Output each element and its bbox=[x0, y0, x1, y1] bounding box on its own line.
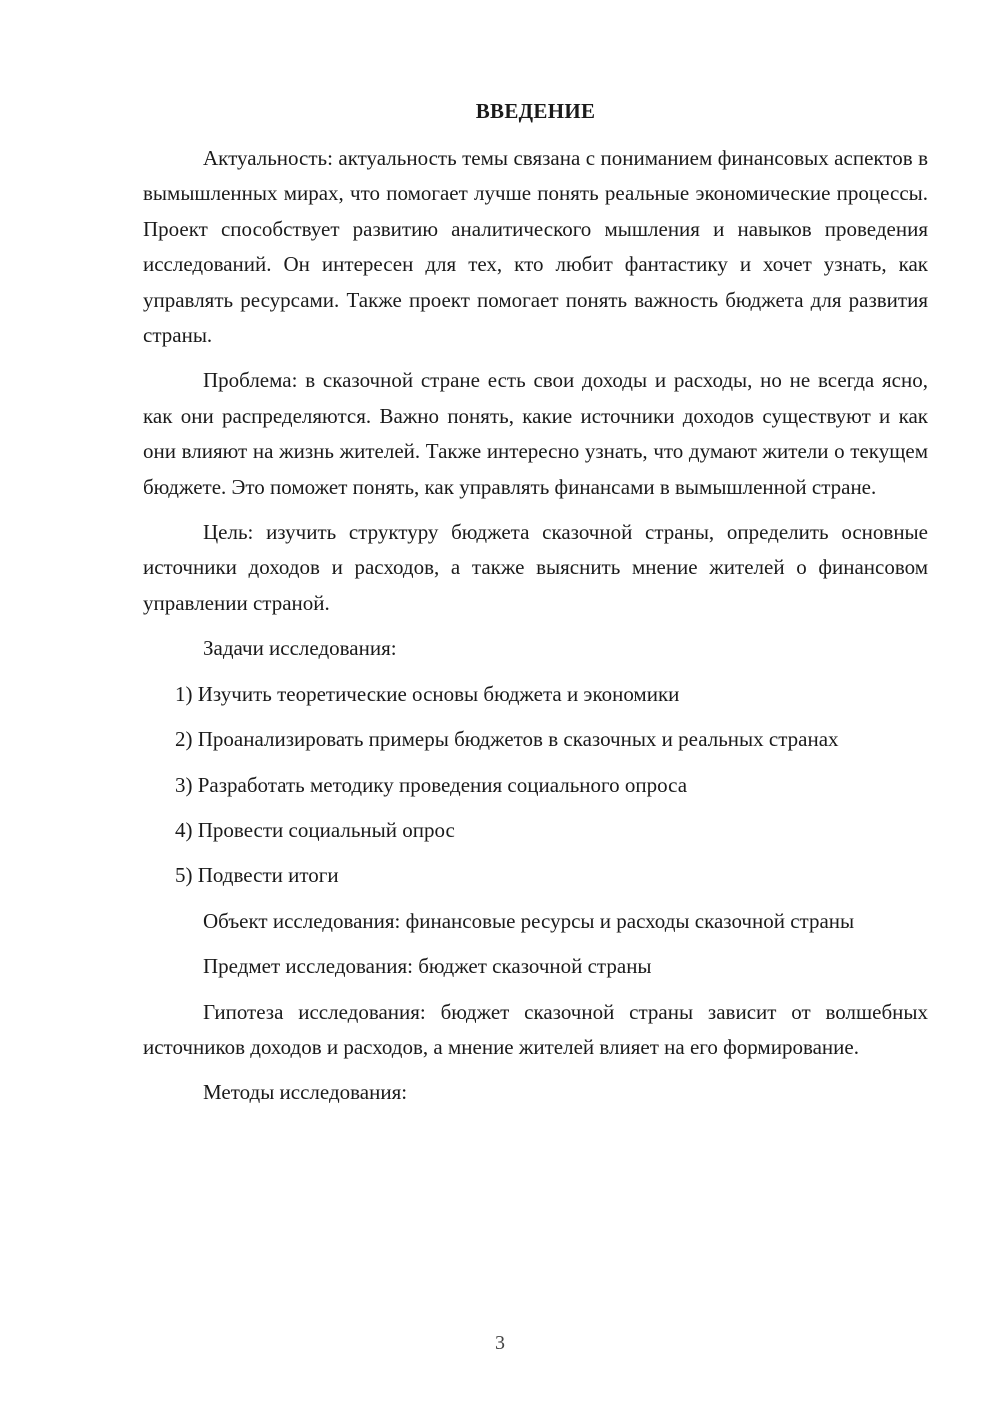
relevance-paragraph: Актуальность: актуальность темы связана с пониманием финансовых аспектов в вымышленных мирах, что помогает лучше понять реальные экономические процессы. Проект способствует развитию аналитического мышления и навыков проведения исследований. Он интересен для тех, кто любит фантастику и хочет узнать, как управлять ресурсами. Также проект помогает понять важность бюджета для развития страны. bbox=[143, 146, 928, 348]
task-item: 5) Подвести итоги bbox=[175, 863, 339, 888]
tasks-heading: Задачи исследования: bbox=[203, 636, 397, 661]
subject-paragraph: Предмет исследования: бюджет сказочной страны bbox=[203, 954, 652, 979]
task-item: 3) Разработать методику проведения социального опроса bbox=[175, 772, 688, 797]
task-item: 4) Провести социальный опрос bbox=[175, 817, 455, 842]
goal-paragraph: Цель: изучить структуру бюджета сказочной страны, определить основные источники доходов и расходов, а также выяснить мнение жителей о финансовом управлении страной. bbox=[143, 520, 928, 615]
page-number: 3 bbox=[495, 1332, 505, 1354]
object-paragraph: Объект исследования: финансовые ресурсы и расходы сказочной страны bbox=[203, 908, 855, 933]
hypothesis-paragraph: Гипотеза исследования: бюджет сказочной страны зависит от волшебных источников доходов и расходов, а мнение жителей влияет на его формирование. bbox=[143, 999, 928, 1059]
methods-heading: Методы исследования: bbox=[203, 1080, 408, 1105]
problem-paragraph: Проблема: в сказочной стране есть свои доходы и расходы, но не всегда ясно, как они распределяются. Важно понять, какие источники доходов существуют и как они влияют на жизнь жителей. Также интересно узнать, что думают жители о текущем бюджете. Это поможет понять, как управлять финансами в вымышленной стране. bbox=[143, 368, 928, 499]
document-page bbox=[143, 94, 928, 1111]
task-item: 2) Проанализировать примеры бюджетов в сказочных и реальных странах bbox=[175, 727, 839, 752]
task-item: 1) Изучить теоретические основы бюджета и экономики bbox=[175, 681, 680, 706]
section-title: ВВЕДЕНИЕ bbox=[475, 99, 596, 123]
